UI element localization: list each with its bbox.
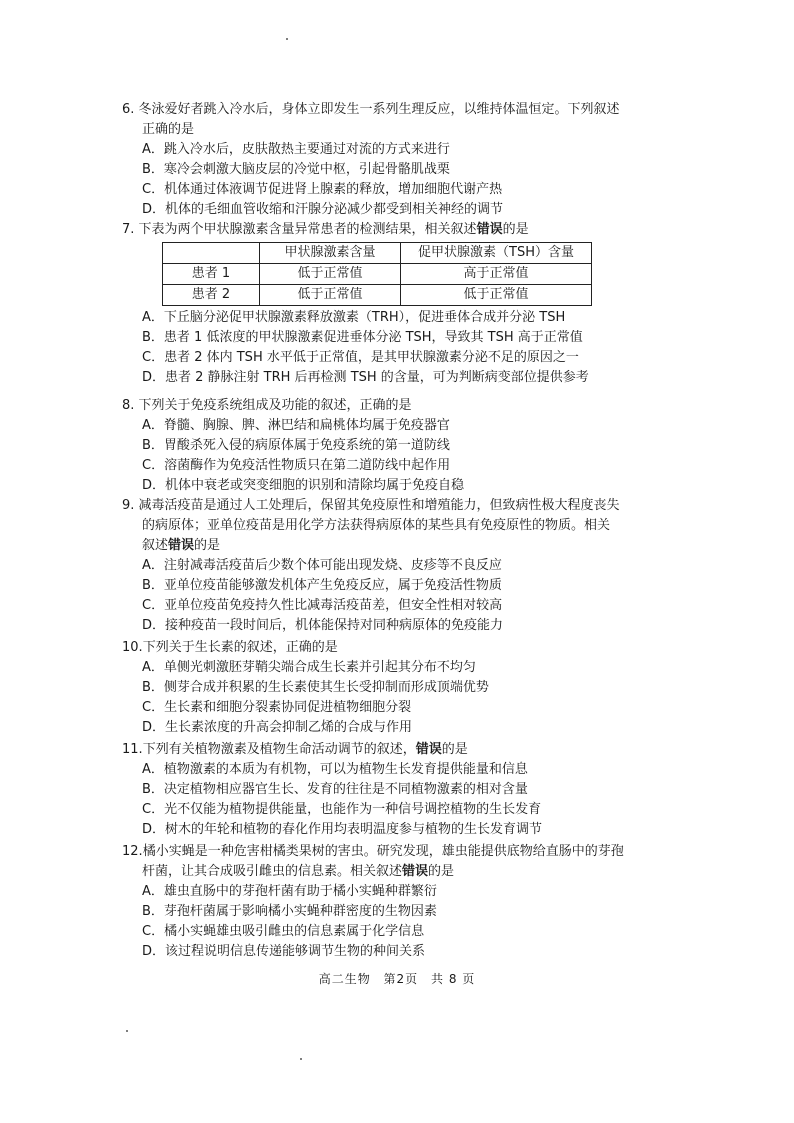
option-d: D．机体的毛细血管收缩和汗腺分泌减少都受到相关神经的调节	[142, 202, 504, 217]
stem-text: 下列有关植物激素及植物生命活动调节的叙述，	[142, 742, 416, 757]
option-c: C．光不仅能为植物提供能量，也能作为一种信号调控植物的生长发育	[142, 802, 542, 817]
option-c: C．生长素和细胞分裂素协同促进植物细胞分裂	[142, 700, 412, 715]
option-a: A．下丘脑分泌促甲状腺激素释放激素（TRH），促进垂体合成并分泌 TSH	[142, 310, 566, 325]
question-9-options	[122, 556, 722, 636]
table-header-cell	[163, 243, 260, 264]
table-cell: 患者 2	[163, 285, 260, 306]
question-number: 11.	[122, 742, 143, 757]
table-cell: 高于正常值	[401, 264, 592, 285]
option-a: A．跳入冷水后，皮肤散热主要通过对流的方式来进行	[142, 142, 450, 157]
question-10	[122, 638, 722, 738]
footer-subject: 高二生物	[318, 972, 371, 986]
option-a: A．雄虫直肠中的芽孢杆菌有助于橘小实蝇种群繁衍	[142, 884, 437, 899]
scan-speck	[126, 1030, 128, 1032]
option-a: A．植物激素的本质为有机物，可以为植物生长发育提供能量和信息	[142, 762, 528, 777]
option-b: B．侧芽合成并积累的生长素使其生长受抑制而形成顶端优势	[142, 680, 489, 695]
option-b: B．决定植物相应器官生长、发育的往往是不同植物激素的相对含量	[142, 782, 528, 797]
table-cell: 低于正常值	[260, 285, 401, 306]
question-9-stem	[122, 496, 722, 556]
stem-text-line	[122, 536, 722, 556]
table-row	[163, 264, 592, 285]
question-number: 10.	[122, 640, 143, 655]
option-a: A．注射减毒活疫苗后少数个体可能出现发烧、皮疹等不良反应	[142, 558, 502, 573]
table-cell: 患者 1	[163, 264, 260, 285]
question-7-options	[122, 308, 722, 388]
question-11	[122, 740, 722, 840]
question-12-options	[122, 882, 722, 962]
question-12-stem	[122, 842, 722, 882]
page-footer	[0, 970, 794, 987]
stem-text: 的是	[441, 742, 468, 757]
table-row	[163, 285, 592, 306]
question-12	[122, 842, 722, 962]
stem-text-line	[122, 862, 722, 882]
option-d: D．接种疫苗一段时间后，机体能保持对同种病原体的免疫能力	[142, 618, 504, 633]
question-number: 6.	[122, 102, 135, 117]
footer-total-pages: 共 8 页	[431, 972, 476, 986]
stem-text: 的是	[428, 864, 455, 879]
scan-speck	[300, 1058, 302, 1060]
stem-text: 冬泳爱好者跳入冷水后，身体立即发生一系列生理反应，以维持体温恒定。下列叙述	[138, 102, 620, 117]
footer-page-number: 第2页	[383, 972, 419, 986]
stem-text: 橘小实蝇是一种危害柑橘类果树的害虫。研究发现，雄虫能提供底物给直肠中的芽孢	[142, 844, 624, 859]
option-c: C．橘小实蝇雄虫吸引雌虫的信息素属于化学信息	[142, 924, 425, 939]
stem-text: 杆菌，让其合成吸引雌虫的信息素。相关叙述	[142, 864, 403, 879]
stem-text: 下表为两个甲状腺激素含量异常患者的检测结果，相关叙述	[138, 222, 477, 237]
question-8	[122, 396, 722, 496]
question-number: 7.	[122, 222, 135, 237]
emphasis-wrong: 错误	[476, 222, 503, 237]
option-c: C．亚单位疫苗免疫持久性比减毒活疫苗差，但安全性相对较高	[142, 598, 503, 613]
stem-text: 的是	[502, 222, 529, 237]
question-11-stem	[122, 740, 722, 760]
stem-text: 的是	[194, 538, 221, 553]
option-b: B．胃酸杀死入侵的病原体属于免疫系统的第一道防线	[142, 438, 450, 453]
option-d: D．树木的年轮和植物的春化作用均表明温度参与植物的生长发育调节	[142, 822, 543, 837]
table-header-cell: 甲状腺激素含量	[260, 243, 401, 264]
emphasis-wrong: 错误	[168, 538, 195, 553]
table-header-row	[163, 243, 592, 264]
option-b: B．芽孢杆菌属于影响橘小实蝇种群密度的生物因素	[142, 904, 437, 919]
question-9	[122, 496, 722, 636]
option-c: C．溶菌酶作为免疫活性物质只在第二道防线中起作用	[142, 458, 451, 473]
table-cell: 低于正常值	[401, 285, 592, 306]
question-number: 8.	[122, 398, 135, 413]
emphasis-wrong: 错误	[402, 864, 429, 879]
question-6	[122, 100, 722, 220]
question-6-options	[122, 140, 722, 220]
question-8-stem	[122, 396, 722, 416]
scan-speck	[286, 38, 288, 40]
option-c: C．患者 2 体内 TSH 水平低于正常值，是其甲状腺激素分泌不足的原因之一	[142, 350, 579, 365]
stem-text: 的病原体；亚单位疫苗是用化学方法获得病原体的某些具有免疫原性的物质。相关	[142, 518, 611, 533]
option-a: A．单侧光刺激胚芽鞘尖端合成生长素并引起其分布不均匀	[142, 660, 476, 675]
question-10-options	[122, 658, 722, 738]
option-b: B．寒冷会刺激大脑皮层的冷觉中枢，引起骨骼肌战栗	[142, 162, 450, 177]
option-c: C．机体通过体液调节促进肾上腺素的释放，增加细胞代谢产热	[142, 182, 503, 197]
stem-text: 减毒活疫苗是通过人工处理后，保留其免疫原性和增殖能力，但致病性极大程度丧失	[138, 498, 620, 513]
question-8-options	[122, 416, 722, 496]
hormone-table	[162, 242, 592, 306]
question-10-stem	[122, 638, 722, 658]
option-d: D．患者 2 静脉注射 TRH 后再检测 TSH 的含量，可为判断病变部位提供参考	[142, 370, 589, 385]
question-11-options	[122, 760, 722, 840]
option-d: D．该过程说明信息传递能够调节生物的种间关系	[142, 944, 426, 959]
question-number: 12.	[122, 844, 143, 859]
option-b: B．亚单位疫苗能够激发机体产生免疫反应，属于免疫活性物质	[142, 578, 502, 593]
table-cell: 低于正常值	[260, 264, 401, 285]
stem-text: 下列关于生长素的叙述，正确的是	[142, 640, 338, 655]
question-6-stem	[122, 100, 722, 140]
table-header-cell: 促甲状腺激素（TSH）含量	[401, 243, 592, 264]
option-d: D．机体中衰老或突变细胞的识别和清除均属于免疫自稳	[142, 478, 465, 493]
stem-text: 叙述	[142, 538, 169, 553]
stem-text: 下列关于免疫系统组成及功能的叙述，正确的是	[138, 398, 412, 413]
option-b: B．患者 1 低浓度的甲状腺激素促进垂体分泌 TSH，导致其 TSH 高于正常值	[142, 330, 583, 345]
emphasis-wrong: 错误	[415, 742, 442, 757]
question-number: 9.	[122, 498, 135, 513]
question-7	[122, 220, 722, 388]
stem-text: 正确的是	[142, 122, 195, 137]
question-7-stem	[122, 220, 722, 240]
option-d: D．生长素浓度的升高会抑制乙烯的合成与作用	[142, 720, 413, 735]
option-a: A．脊髓、胸腺、脾、淋巴结和扁桃体均属于免疫器官	[142, 418, 450, 433]
